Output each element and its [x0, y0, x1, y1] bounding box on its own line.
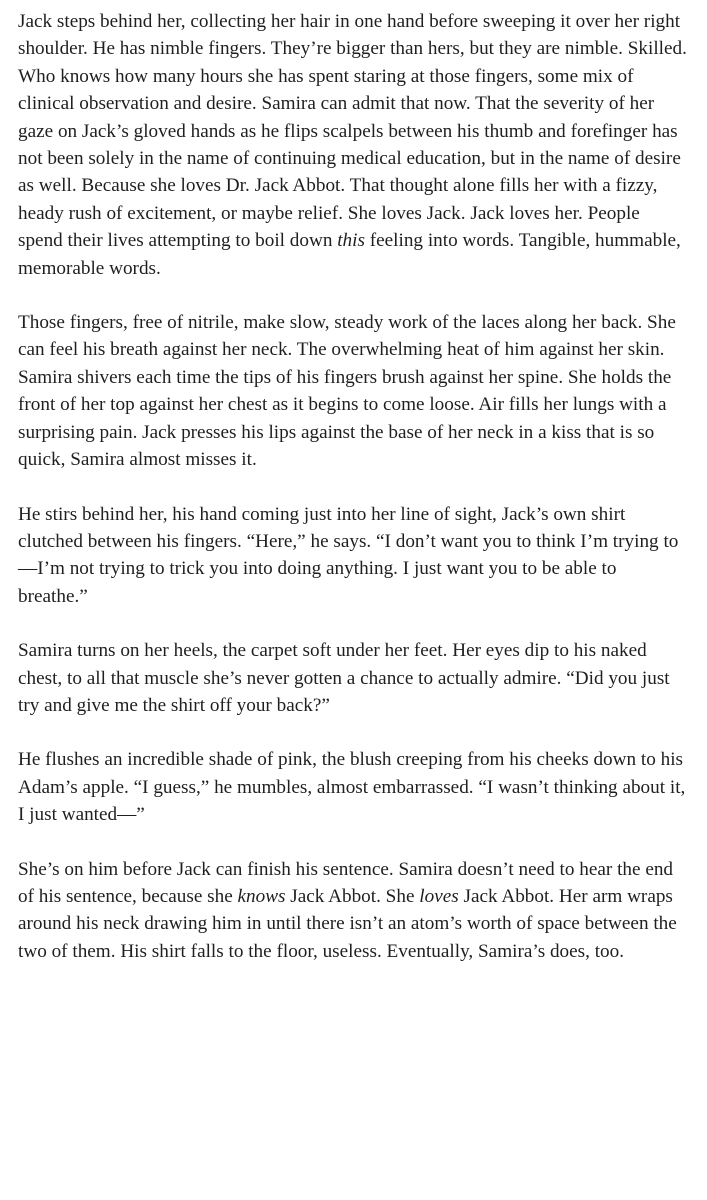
paragraph-1-emphasis-this: this: [337, 230, 365, 252]
paragraph-2: [18, 309, 687, 473]
paragraph-3-text: He stirs behind her, his hand coming just into her line of sight, Jack’s own shirt clutched between his fingers. “Here,” he says. “I don’t want you to think I’m trying to—I’m not trying to trick you into doing anything. I just want you to be able to breathe.”: [18, 503, 679, 607]
paragraph-1-text-a: Jack steps behind her, collecting her hair in one hand before sweeping it over her right shoulder. He has nimble fingers. They’re bigger than hers, but they are nimble. Skilled. Who knows how many hours she has spent staring at those fingers, some mix of clinical observation and desire. Samira can admit that now. That the severity of her gaze on Jack’s gloved hands as he flips scalpels between his thumb and forefinger has not been solely in the name of continuing medical education, but in the name of desire as well. Because she loves Dr. Jack Abbot. That thought alone fills her with a fizzy, heady rush of excitement, or maybe relief. She loves Jack. Jack loves her. People spend their lives attempting to boil down: [18, 11, 687, 252]
paragraph-1-text-b: feeling into words. Tangible, hummable, memorable words.: [18, 230, 681, 279]
paragraph-6-text-c: Jack Abbot. Her arm wraps around his neck drawing him in until there isn’t an atom’s worth of space between the two of them. His shirt falls to the floor, useless. Eventually, Samira’s does, too.: [18, 885, 677, 962]
paragraph-6-text-a: She’s on him before Jack can finish his sentence. Samira doesn’t need to hear the end of his sentence, because she: [18, 858, 674, 907]
paragraph-6-text-b: Jack Abbot. She: [285, 885, 420, 907]
paragraph-6: [18, 856, 687, 966]
paragraph-1: [18, 8, 687, 282]
paragraph-6-emphasis-loves: loves: [419, 885, 459, 907]
paragraph-4: [18, 637, 687, 719]
paragraph-5: [18, 746, 687, 828]
paragraph-4-text: Samira turns on her heels, the carpet soft under her feet. Her eyes dip to his naked chest, to all that muscle she’s never gotten a chance to actually admire. “Did you just try and give me the shirt off your back?”: [18, 640, 670, 716]
paragraph-6-emphasis-knows: knows: [237, 885, 286, 907]
paragraph-3: [18, 501, 687, 611]
paragraph-5-text: He flushes an incredible shade of pink, the blush creeping from his cheeks down to his Adam’s apple. “I guess,” he mumbles, almost embarrassed. “I wasn’t thinking about it, I just wanted—”: [18, 749, 686, 826]
paragraph-2-text: Those fingers, free of nitrile, make slow, steady work of the laces along her back. She can feel his breath against her neck. The overwhelming heat of him against her skin. Samira shivers each time the tips of his fingers brush against her spine. She holds the front of her top against her chest as it begins to come loose. Air fills her lungs with a surprising pain. Jack presses his lips against the base of her neck in a kiss that is so quick, Samira almost misses it.: [18, 312, 676, 471]
